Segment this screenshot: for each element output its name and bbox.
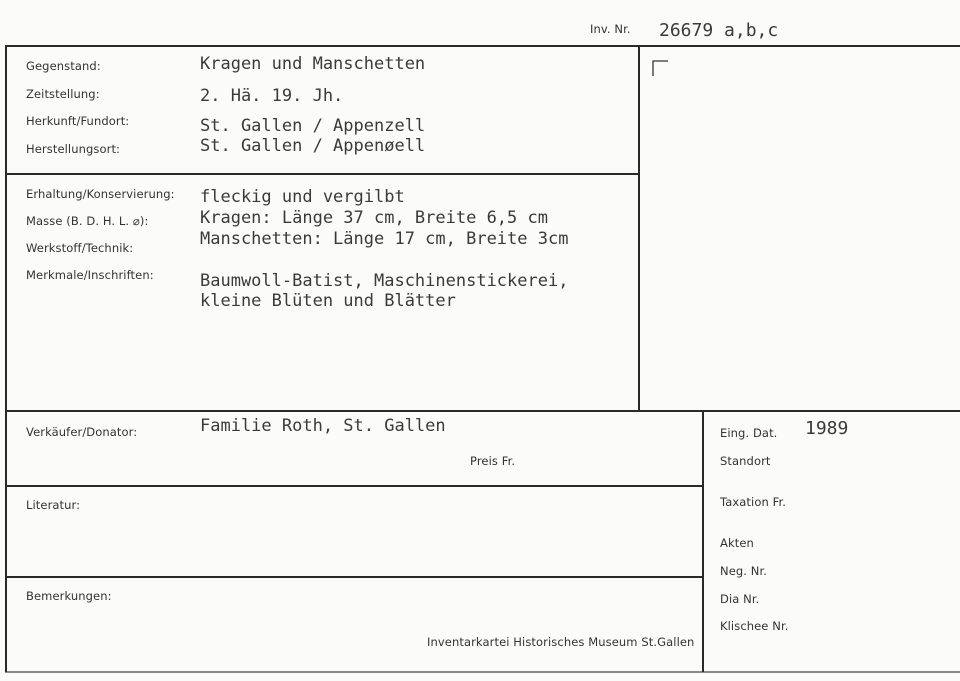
verkaeufer-label: Verkäufer/Donator: <box>26 425 138 439</box>
klischee-nr-label: Klischee Nr. <box>720 619 789 633</box>
merkmale-value-line1: Baumwoll-Batist, Maschinenstickerei, <box>200 271 569 291</box>
merkmale-label: Merkmale/Inschriften: <box>26 268 154 282</box>
herstellungsort-label: Herstellungsort: <box>26 142 121 156</box>
section-divider-1 <box>5 173 639 175</box>
inv-nr-label: Inv. Nr. <box>590 22 631 36</box>
bottom-rule <box>5 671 960 673</box>
inv-nr-value: 26679 a,b,c <box>659 20 779 41</box>
literatur-label: Literatur: <box>26 498 81 512</box>
taxation-label: Taxation Fr. <box>720 495 787 509</box>
section-divider-3 <box>5 485 702 487</box>
section-divider-2 <box>5 410 960 412</box>
bemerkungen-label: Bemerkungen: <box>26 589 112 603</box>
photo-box-divider <box>638 45 640 411</box>
left-border <box>5 45 7 672</box>
masse-value-kragen: Kragen: Länge 37 cm, Breite 6,5 cm <box>200 208 548 228</box>
herstellungsort-value: St. Gallen / Appenøell <box>200 136 426 156</box>
erhaltung-value: fleckig und vergilbt <box>200 187 405 207</box>
gegenstand-value: Kragen und Manschetten <box>200 54 426 74</box>
neg-nr-label: Neg. Nr. <box>720 564 768 578</box>
footer-museum-text: Inventarkartei Historisches Museum St.Gallen <box>427 635 695 649</box>
akten-label: Akten <box>720 536 754 550</box>
gegenstand-label: Gegenstand: <box>26 59 101 73</box>
masse-value-manschetten: Manschetten: Länge 17 cm, Breite 3cm <box>200 229 569 249</box>
photo-corner-mark <box>652 60 668 76</box>
herkunft-value: St. Gallen / Appenzell <box>200 116 426 136</box>
eing-dat-value: 1989 <box>805 418 849 439</box>
dia-nr-label: Dia Nr. <box>720 592 760 606</box>
herkunft-label: Herkunft/Fundort: <box>26 114 130 128</box>
side-panel-divider <box>702 410 704 672</box>
verkaeufer-value: Familie Roth, St. Gallen <box>200 416 446 436</box>
erhaltung-label: Erhaltung/Konservierung: <box>26 187 175 201</box>
eing-dat-label: Eing. Dat. <box>720 426 778 440</box>
preis-label: Preis Fr. <box>470 454 516 468</box>
top-rule <box>5 45 960 47</box>
zeitstellung-label: Zeitstellung: <box>26 87 100 101</box>
section-divider-4 <box>5 576 702 578</box>
standort-label: Standort <box>720 454 771 468</box>
merkmale-value-line2: kleine Blüten und Blätter <box>200 291 456 311</box>
zeitstellung-value: 2. Hä. 19. Jh. <box>200 86 344 106</box>
masse-label: Masse (B. D. H. L. ⌀): <box>26 214 149 228</box>
werkstoff-label: Werkstoff/Technik: <box>26 241 134 255</box>
